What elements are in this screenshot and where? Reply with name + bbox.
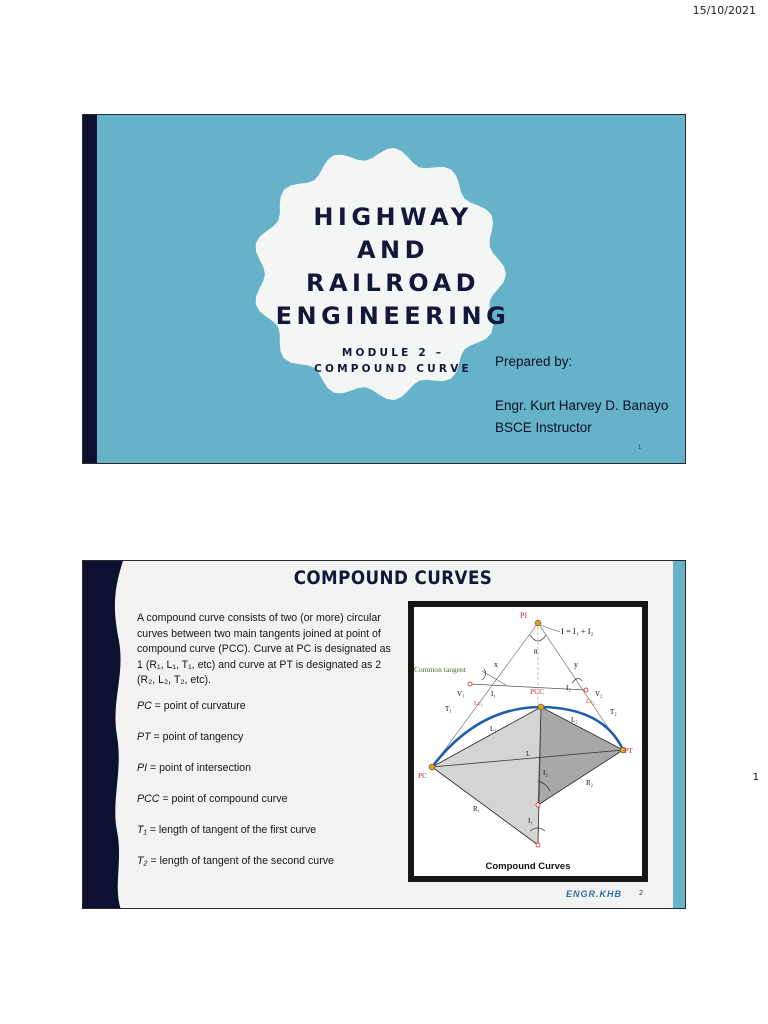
label-l: L (526, 750, 531, 758)
prepared-by-label: Prepared by: (495, 354, 573, 369)
page-date: 15/10/2021 (692, 4, 756, 17)
label-center-i2: I₂ (543, 769, 548, 777)
author-role: BSCE Instructor (495, 420, 592, 435)
definition-text: = length of tangent of the first curve (146, 824, 317, 836)
definition-term: T₂ (137, 855, 148, 867)
label-lc1: Lc₁ (474, 700, 484, 707)
v1-point (468, 682, 472, 686)
sector-1-shading (432, 707, 541, 845)
pcc-point (538, 704, 544, 710)
definition-text: = point of intersection (147, 762, 251, 774)
definition-text: = point of compound curve (159, 793, 288, 805)
label-center-i1: I₁ (528, 817, 533, 825)
compound-curve-diagram (408, 601, 648, 882)
label-t2: T₂ (610, 708, 617, 716)
label-y: y (574, 660, 578, 669)
slide-1-number: 1 (638, 445, 642, 451)
definition-term: PI (137, 762, 148, 774)
definition-item (137, 792, 334, 823)
label-i2: I₂ (566, 684, 571, 692)
subtitle-line: MODULE 2 – (341, 347, 445, 359)
intro-paragraph: A compound curve consists of two (or more) circular curves between two main tangents joined at point of compound curve (PCC). Curve at PC is designated as 1 (R₁, L₁, T₁, etc) and curve at PT is designated as 2 (R₂, L₂, T₂, etc). (137, 612, 391, 687)
definition-term: T₁ (137, 824, 147, 836)
definition-item (137, 761, 334, 792)
definition-text: = point of tangency (150, 731, 244, 743)
prepared-by-block (495, 351, 668, 439)
definition-term: PC (137, 700, 152, 712)
label-r2: R₂ (586, 779, 594, 787)
title-block (273, 201, 513, 377)
definition-term: PCC (137, 793, 160, 805)
subtitle-line: COMPOUND CURVE (314, 363, 472, 375)
pc-point (429, 764, 435, 770)
page-number: 1 (752, 772, 759, 783)
slide-2-title: COMPOUND CURVES (293, 567, 493, 589)
left-wave-decoration (83, 561, 133, 909)
title-line: ENGINEERING (275, 302, 511, 330)
slide-2-number: 2 (639, 890, 643, 897)
label-t1: T₁ (445, 705, 452, 713)
slide-1-side-bar (83, 115, 97, 463)
slide-1-subtitle (273, 345, 513, 377)
right-accent-bar (673, 561, 685, 908)
definition-item (137, 730, 334, 761)
center-o2-point (536, 803, 540, 807)
definition-text: = point of curvature (151, 700, 246, 712)
label-l1: L₁ (490, 725, 497, 733)
compound-curve-figure (414, 607, 642, 876)
label-x: x (494, 660, 498, 669)
label-v1: V₁ (457, 690, 465, 698)
label-lc2: Lc₂ (586, 698, 596, 705)
definition-term: PT (137, 731, 151, 743)
label-r1: R₁ (473, 805, 481, 813)
definition-item (137, 823, 334, 854)
definition-text: = length of tangent of the second curve (147, 855, 334, 867)
label-pt: PT (624, 746, 633, 755)
pi-point (535, 620, 541, 626)
label-pi: PI (520, 611, 528, 620)
center-o1-point (536, 843, 540, 847)
label-v2: V₂ (595, 690, 603, 698)
definitions-list (137, 699, 334, 885)
label-equation: I = I₁ + I₂ (561, 626, 594, 636)
title-line: HIGHWAY AND (313, 203, 473, 264)
label-theta: θ (534, 648, 538, 656)
author-name: Engr. Kurt Harvey D. Banayo (495, 398, 669, 413)
label-pcc: PCC (530, 687, 545, 696)
slide-1-title-text (273, 201, 513, 333)
sector-2-shading (538, 707, 623, 805)
slide-1-title[interactable] (82, 114, 686, 464)
v2-point (584, 688, 588, 692)
label-l2: L₂ (571, 716, 578, 724)
title-line: RAILROAD (305, 269, 480, 297)
label-i1: I₁ (491, 690, 496, 698)
footer-brand: ENGR.KHB (566, 889, 623, 899)
label-pc: PC (418, 771, 428, 780)
angle-i1-arc (482, 669, 486, 680)
definition-item (137, 699, 334, 730)
diagram-caption: Compound Curves (485, 861, 571, 872)
slide-2-compound-curves[interactable] (82, 560, 686, 909)
definition-item (137, 854, 334, 885)
label-common-tangent: Common tangent (414, 665, 466, 674)
